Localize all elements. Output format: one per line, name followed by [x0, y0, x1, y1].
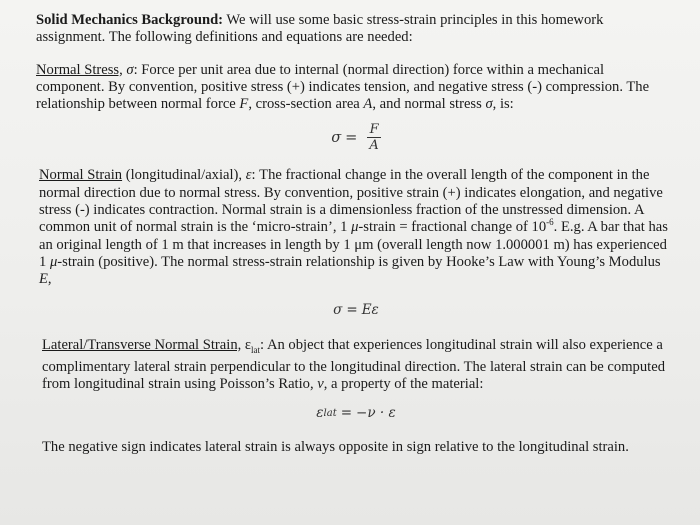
exponent: -6 [546, 217, 554, 228]
closing-sentence: The negative sign indicates lateral strain is always opposite in sign relative to the longitudinal strain. [42, 439, 629, 456]
normal-strain-text: : The fractional change in the overall length of the component in the normal direction due to normal stress. By convention, positive strain (+) indicates elongation, and negative stress (-) indicates contraction. Normal strain is a dimensionless fraction of the unstressed dimension. A common unit of normal strain is the ‘micro-strain’, 1 [39, 167, 663, 236]
epsilon-symbol: ε [245, 167, 252, 184]
lateral-strain-text: : An object that experiences longitudinal strain will also experience a complimentary lateral strain perpendicular to the longitudinal direction. The lateral strain can be computed from longitudinal strain using Poisson’s Ratio, [42, 336, 665, 393]
stress-equation [36, 115, 676, 159]
normal-stress-text: : Force per unit area due to internal (normal direction) force within a mechanical component. By convention, positive stress (+) indicates tension, and negative stress (-) compression. The relationship between normal force [36, 61, 650, 113]
equation-lhs: ε [316, 404, 324, 421]
epsilon-lat-symbol: ε [241, 336, 252, 353]
mu-symbol: μ [351, 219, 359, 236]
normal-strain-text: (longitudinal/axial), [122, 167, 246, 184]
equation-lhs-subscript: lat [323, 407, 337, 419]
intro-text: We will use some basic stress-strain principles in this homework assignment. The following definitions and equations are needed: [36, 12, 604, 46]
intro-paragraph [36, 12, 676, 47]
equation-lhs: σ [331, 128, 342, 146]
normal-stress-text: , is: [492, 96, 514, 113]
fraction [367, 122, 380, 153]
sigma-symbol: σ [485, 96, 493, 113]
lateral-strain-title: Lateral/Transverse Normal Strain, [42, 336, 242, 353]
area-symbol: A [363, 96, 373, 113]
equation-lhs: σ [333, 301, 343, 318]
lateral-strain-paragraph [36, 337, 676, 394]
normal-strain-paragraph [36, 167, 676, 288]
nu-symbol: ν [317, 376, 324, 393]
equation-rhs: Eε [361, 301, 379, 318]
mu-symbol: μ [49, 253, 58, 270]
normal-strain-title: Normal Strain [39, 167, 123, 184]
fraction-numerator: F [369, 121, 379, 137]
normal-strain-text: -strain = fractional change of 10 [358, 219, 547, 236]
epsilon-lat-subscript: lat [251, 344, 261, 355]
normal-stress-text: , cross-section area [248, 96, 364, 113]
normal-strain-text: , [47, 271, 52, 288]
poisson-equation [36, 401, 676, 425]
normal-strain-text: . E.g. A bar that has an original length of 1 m that increases in length by 1 μm (overall length now 1.000001 m) has experienced 1 [39, 219, 668, 270]
fraction-denominator: A [369, 137, 379, 153]
equals-sign: = [346, 301, 358, 318]
equals-sign: = [340, 404, 353, 421]
youngs-modulus-symbol: E [39, 271, 48, 288]
lateral-strain-text: , a property of the material: [323, 376, 484, 393]
normal-strain-text: -strain (positive). The normal stress-strain relationship is given by Hooke’s Law with Young’s Modulus [57, 253, 661, 270]
hookes-law-equation [36, 299, 676, 323]
force-symbol: F [239, 96, 249, 113]
equals-sign: = [345, 128, 358, 146]
normal-stress-paragraph [36, 62, 676, 114]
intro-heading: Solid Mechanics Background: [36, 12, 224, 28]
sigma-symbol: σ [126, 61, 134, 78]
normal-stress-text: , and normal stress [372, 96, 486, 113]
normal-stress-title: Normal Stress, [36, 61, 123, 78]
equation-rhs: −ν · ε [356, 404, 396, 421]
